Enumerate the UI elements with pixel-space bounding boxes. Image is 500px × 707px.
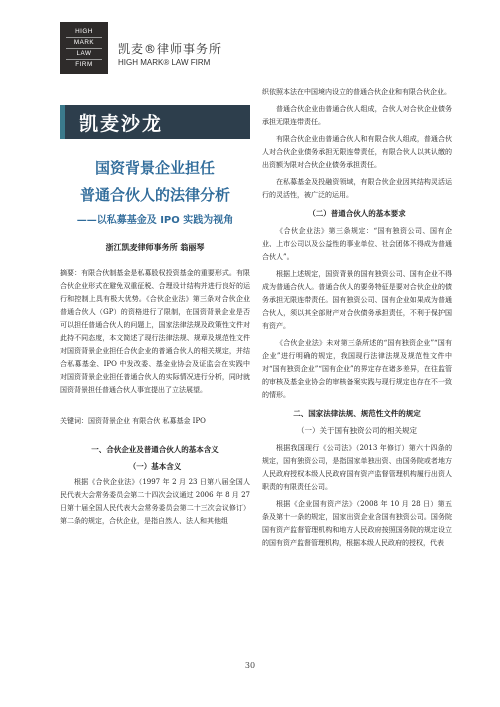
keywords: 关键词：国资背景企业 有限合伙 私募基金 IPO <box>60 417 206 425</box>
firm-logo <box>60 22 108 74</box>
logo-line: MARK <box>66 38 102 49</box>
subsection-heading: （一）基本含义 <box>128 462 182 471</box>
subsection-heading: （二）普通合伙人的基本要求 <box>308 209 406 218</box>
body-paragraph: 《合伙企业法》第三条规定：“国有独资公司、国有企业、上市公司以及公益性的事业单位、社会团体不得成为普通合伙人”。 <box>262 227 452 261</box>
salon-banner <box>60 105 250 139</box>
title-subtitle: ——以私募基金及 IPO 实践为视角 <box>76 215 234 226</box>
right-column <box>262 82 452 550</box>
author-line: 浙江凯麦律师事务所 翁丽琴 <box>105 242 205 252</box>
firm-name-en: HIGH MARK® LAW FIRM <box>118 58 211 67</box>
title-line-2: 普通合伙人的法律分析 <box>79 186 230 204</box>
body-paragraph: 根据《企业国有资产法》（2008 年 10 月 28 日）第五条及第十一条的规定，国家出资企业含国有独资公司。国务院国有资产监督管理机构和地方人民政府按照国务院的规定设立的国有资产监督管理机构，根据本级人民政府的授权，代表 <box>262 500 452 547</box>
title-line-1: 国资背景企业担任 <box>94 159 215 177</box>
left-column <box>60 105 250 528</box>
body-paragraph: 根据上述规定，国资背景的国有独资公司、国有企业不得成为普通合伙人。普通合伙人的要务特征是要对合伙企业的债务承担无限连带责任。国有独资公司、国有企业如果成为普通合伙人，须以其全部财产对合伙债务承担责任，不利于保护国有资产。 <box>262 270 452 330</box>
page-number: 30 <box>244 661 256 670</box>
body-paragraph: 普通合伙企业由普通合伙人组成，合伙人对合伙企业债务承担无限连带责任。 <box>262 105 452 126</box>
section-heading: 二、国家法律法规、规范性文件的规定 <box>293 409 421 418</box>
banner-title: 凯麦沙龙 <box>79 113 164 135</box>
logo-line: HIGH <box>66 27 102 38</box>
subsection-heading: （一）关于国有独资公司的相关规定 <box>297 426 417 435</box>
section-heading: 一、合伙企业及普通合伙人的基本含义 <box>91 445 219 454</box>
article-title <box>60 157 250 226</box>
body-paragraph: 有限合伙企业由普通合伙人和有限合伙人组成，普通合伙人对合伙企业债务承担无限连带责任，有限合伙人以其认缴的出资额为限对合伙企业债务承担责任。 <box>262 135 452 169</box>
body-paragraph: 织依照本法在中国境内设立的普通合伙企业和有限合伙企业。 <box>262 88 451 96</box>
body-paragraph: 根据《合伙企业法》（1997 年 2 月 23 日第八届全国人民代表大会常务委员会第二十四次会议通过 2006 年 8 月 27 日第十届全国人民代表大会常务委员会第二十三次会议修订）第二条的规定，合伙企业，是指自然人、法人和其他组 <box>60 478 250 525</box>
body-paragraph: 根据我国现行《公司法》（2013 年修订）第六十四条的规定，国有独资公司，是指国家单独出资、由国务院或者地方人民政府授权本级人民政府国有资产监督管理机构履行出资人职责的有限责任公司。 <box>262 444 452 491</box>
firm-name-cn: 凯麦®律师事务所 <box>118 42 223 56</box>
body-paragraph: 《合伙企业法》未对第三条所述的“国有独资企业”“国有企业”进行明确的规定，我国现行法律法规及规范性文件中对“国有独资企业”“国有企业”的界定存在诸多差异，在往监管的审核及基金业协会的审核备案实践与现行规定也存在不一致的情形。 <box>262 339 452 399</box>
logo-line: LAW <box>66 49 102 60</box>
abstract: 摘要：有限合伙制基金是私募股权投资基金的重要形式。有限合伙企业形式在避免双重征税、合理设计结构并进行良好的运行和控制上具有极大优势。《合伙企业法》第三条对合伙企业普通合伙人（GP）的资格进行了限制，在国资背景企业是否可以担任普通合伙人的问题上，国家法律法规及政策性文件对此持不同态度，本文简述了现行法律法规、规章及规范性文件对国资背景企业担任合伙企业的普通合伙人的相关规定，并结合私募基金、IPO 中发改委、基金业协会及证监会在实践中对国资背景企业担任普通合伙人的实际情况进行分析，同时就国资背景担任普通合伙人事宜提出了立法展望。 <box>60 269 250 394</box>
body-paragraph: 在私募基金及投融资领域，有限合伙企业因其结构灵活运行的灵活性，被广泛的运用。 <box>262 178 452 199</box>
logo-line: FIRM <box>75 61 93 68</box>
